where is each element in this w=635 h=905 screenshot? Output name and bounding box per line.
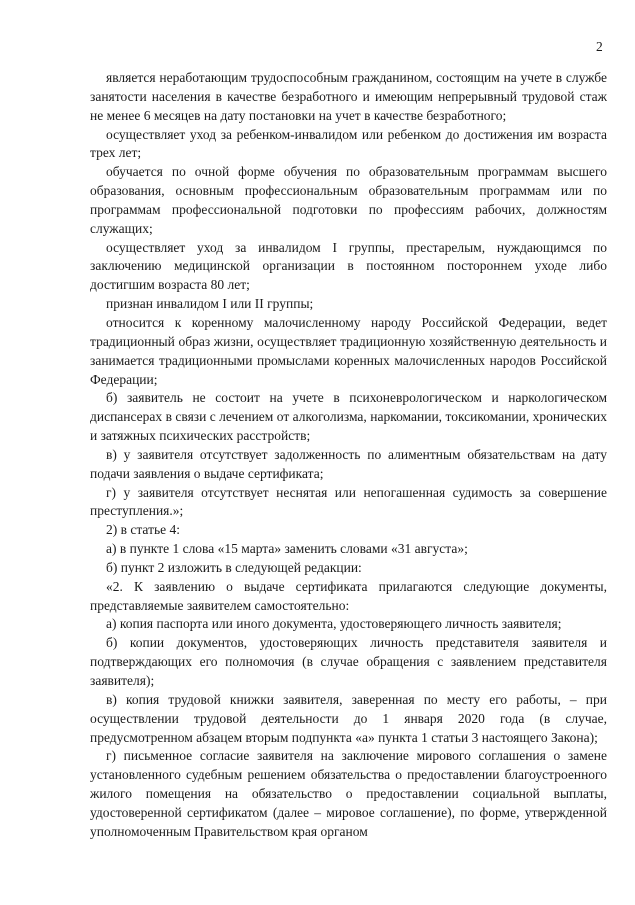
paragraph-item-a-dates: а) в пункте 1 слова «15 марта» заменить словами «31 августа»;: [106, 541, 468, 557]
paragraph-doc-passport: а) копия паспорта или иного документа, удостоверяющего личность заявителя;: [106, 616, 562, 632]
paragraph-child-care: осуществляет уход за ребенком-инвалидом или ребенком до достижения им возраста трех лет;: [90, 126, 607, 161]
paragraph-doc-representative: б) копии документов, удостоверяющих личность представителя заявителя и подтверждающих его полномочия (в случае обращения с заявлением представителя заявителя);: [90, 635, 607, 688]
paragraph-doc-consent: г) письменное согласие заявителя на заключение мирового соглашения о замене установленного судебным решением обязательства о предоставлении благоустроенного жилого помещения на обязательство о предоставлении социальной выплаты, удостоверенной сертификатом (далее – мировое соглашение), по форме, утвержденной уполномоченным Правительством края органом: [90, 748, 607, 839]
page-number: 2: [596, 39, 603, 54]
paragraph-item-b-dispensary: б) заявитель не состоит на учете в психоневрологическом и наркологическом диспансерах в связи с лечением от алкоголизма, наркомании, токсикомании, хронических и затяжных психических расстройств;: [90, 390, 607, 444]
paragraph-item-b-new-edition: б) пункт 2 изложить в следующей редакции:: [106, 559, 362, 575]
paragraph-full-time-study: обучается по очной форме обучения по образовательным программам высшего образования, основным профессиональным образовательным программам или по программам профессиональной подготовки по профессиям рабочих, должностям служащих;: [90, 164, 607, 236]
paragraph-disabled-care: осуществляет уход за инвалидом I группы, престарелым, нуждающимся по заключению медицинской организации в постоянном постороннем уходе либо достигшим возраста 80 лет;: [90, 239, 607, 293]
paragraph-unemployed: является неработающим трудоспособным гражданином, состоящим на учете в службе занятости населения в качестве безработного и имеющим непрерывный трудовой стаж не менее 6 месяцев на дату постановки на учет в качестве безработного;: [90, 70, 607, 123]
paragraph-documents-intro: «2. К заявлению о выдаче сертификата прилагаются следующие документы, представляемые заявителем самостоятельно:: [90, 578, 607, 613]
paragraph-indigenous: относится к коренному малочисленному народу Российской Федерации, ведет традиционный образ жизни, осуществляет традиционную хозяйственную деятельность и занимается традиционными промыслами коренных малочисленных народов Российской Федерации;: [90, 314, 607, 387]
document-body: [90, 69, 607, 842]
paragraph-article-4: 2) в статье 4:: [106, 522, 180, 538]
paragraph-disability-group: признан инвалидом I или II группы;: [106, 296, 314, 312]
paragraph-item-g-conviction: г) у заявителя отсутствует неснятая или непогашенная судимость за совершение преступления.»;: [90, 484, 607, 519]
paragraph-item-v-alimony: в) у заявителя отсутствует задолженность по алиментным обязательствам на дату подачи заявления о выдаче сертификата;: [90, 446, 607, 481]
paragraph-doc-work-record: в) копия трудовой книжки заявителя, заверенная по месту его работы, – при осуществлении трудовой деятельности до 1 января 2020 года (в случае, предусмотренном абзацем вторым подпункта «а» пункта 1 статьи 3 настоящего Закона);: [90, 691, 607, 745]
